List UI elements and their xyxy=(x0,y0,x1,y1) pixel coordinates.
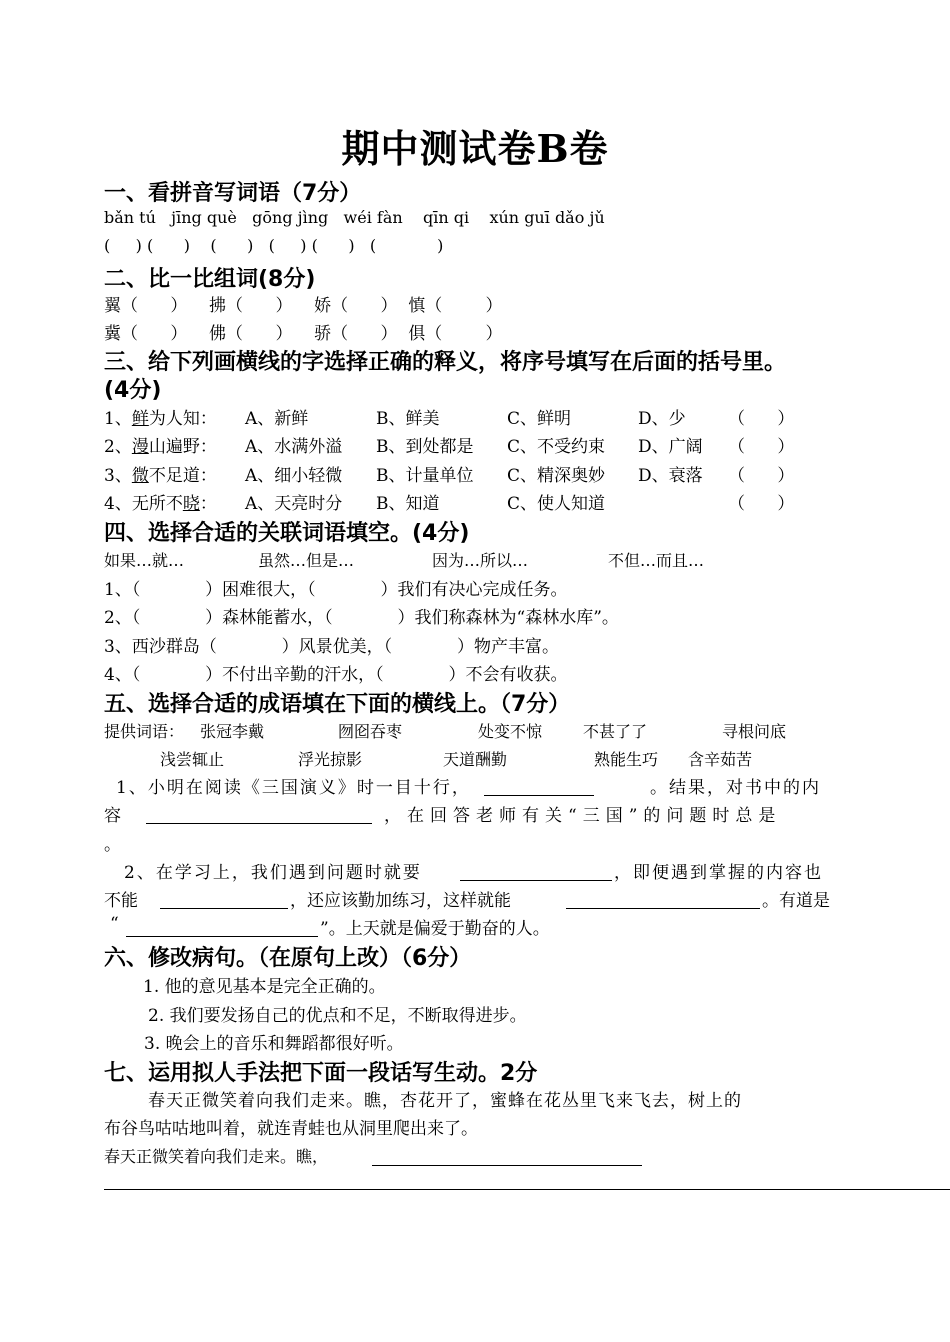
item-phrase: 为人知： xyxy=(148,409,217,429)
section-6-heading: 六、修改病句。（在原句上改）（6分） xyxy=(104,946,472,971)
idiom-q2-text: ，还应该勤加练习，这样就能 xyxy=(290,891,511,911)
section-3-heading: 三、给下列画横线的字选择正确的释义，将序号填写在后面的括号里。 xyxy=(104,350,787,375)
word-bank-label: 提供词语： xyxy=(104,722,185,741)
option-a: A、天亮时分 xyxy=(245,494,343,514)
idiom-q2-blank-4[interactable] xyxy=(126,920,318,937)
option-c: C、不受约束 xyxy=(507,437,606,457)
option-b: B、计量单位 xyxy=(376,466,474,486)
pinyin-row: bǎn tú jīng què gōng jìng wéi fàn qīn qi xún guī dǎo jǔ xyxy=(104,208,605,227)
passage-line-2: 布谷鸟咕咕地叫着，就连青蛙也从洞里爬出来了。 xyxy=(104,1119,478,1139)
idiom-option: 不甚了了 xyxy=(583,722,648,741)
conjunction-option: 如果…就… xyxy=(104,551,185,570)
idiom-q1-text: 1、小明在阅读《三国演义》时一目十行， xyxy=(116,778,471,798)
sentence-to-fix-2[interactable]: 2. 我们要发扬自己的优点和不足，不断取得进步。 xyxy=(148,1006,527,1026)
item-number: 1、 xyxy=(104,409,132,429)
idiom-q2-blank-1[interactable] xyxy=(460,864,612,881)
answer-bracket[interactable]: （ ） xyxy=(728,437,795,457)
option-d: D、少 xyxy=(638,409,686,429)
idiom-q2-blank-2[interactable] xyxy=(160,892,288,909)
idiom-option: 囫囵吞枣 xyxy=(338,722,403,741)
page-title: 期中测试卷B卷 xyxy=(341,126,609,171)
option-c: C、鲜明 xyxy=(507,409,572,429)
answer-prefix: 春天正微笑着向我们走来。瞧， xyxy=(104,1147,329,1166)
item-number: 4、无所不 xyxy=(104,494,183,514)
idiom-q2-text: ，即便遇到掌握的内容也 xyxy=(614,863,823,883)
idiom-q2-text: 不能 xyxy=(104,891,138,911)
idiom-q1-text: 容 xyxy=(104,806,121,826)
option-c: C、精深奥妙 xyxy=(507,466,606,486)
section-4-heading: 四、选择合适的关联词语填空。(4分) xyxy=(104,521,470,546)
idiom-q2-text: “ xyxy=(110,914,119,934)
underlined-char: 漫 xyxy=(131,437,149,457)
idiom-q2-text: 。有道是 xyxy=(762,891,830,911)
item-number: 3、 xyxy=(104,466,132,486)
word-compare-row-2[interactable]: 冀（ ） 佛（ ） 骄（ ） 俱（ ） xyxy=(104,324,503,344)
conjunction-option: 不但…而且… xyxy=(608,551,705,570)
conjunction-question-1[interactable]: 1、（ ）困难很大，（ ）我们有决心完成任务。 xyxy=(104,580,568,600)
idiom-q2-blank-3[interactable] xyxy=(566,892,760,909)
idiom-q1-text: 。结果，对书中的内 xyxy=(650,778,821,798)
option-b: B、鲜美 xyxy=(376,409,440,429)
idiom-option: 熟能生巧 xyxy=(594,750,659,769)
option-d: D、广阔 xyxy=(638,437,703,457)
answer-bracket[interactable]: （ ） xyxy=(728,494,795,514)
idiom-option: 天道酬勤 xyxy=(443,750,508,769)
item-phrase: 山遍野： xyxy=(148,437,217,457)
option-a: A、细小轻微 xyxy=(245,466,343,486)
answer-bracket[interactable]: （ ） xyxy=(728,466,795,486)
idiom-option: 张冠李戴 xyxy=(200,722,265,741)
underlined-char: 微 xyxy=(131,466,149,486)
option-b: B、到处都是 xyxy=(376,437,474,457)
idiom-option: 处变不惊 xyxy=(478,722,543,741)
sentence-to-fix-1[interactable]: 1. 他的意见基本是完全正确的。 xyxy=(143,977,386,997)
underlined-char: 鲜 xyxy=(131,409,149,429)
section-2-heading: 二、比一比组词(8分) xyxy=(104,267,316,292)
section-1-heading: 一、看拼音写词语（7分） xyxy=(104,181,362,206)
sentence-to-fix-3[interactable]: 3. 晚会上的音乐和舞蹈都很好听。 xyxy=(144,1034,404,1054)
conjunction-question-2[interactable]: 2、（ ）森林能蓄水，（ ）我们称森林为“森林水库”。 xyxy=(104,608,619,628)
conjunction-question-4[interactable]: 4、（ ）不付出辛勤的汗水，（ ）不会有收获。 xyxy=(104,665,568,685)
section-5-heading: 五、选择合适的成语填在下面的横线上。（7分） xyxy=(104,692,571,717)
passage-line-1: 春天正微笑着向我们走来。瞧，杏花开了，蜜蜂在花丛里飞来飞去，树上的 xyxy=(148,1091,742,1111)
idiom-option: 寻根问底 xyxy=(722,722,787,741)
conjunction-option: 因为…所以… xyxy=(432,551,529,570)
idiom-option: 浮光掠影 xyxy=(298,750,363,769)
conjunction-option: 虽然…但是… xyxy=(258,551,355,570)
item-number: 2、 xyxy=(104,437,132,457)
idiom-option: 浅尝辄止 xyxy=(160,750,225,769)
item-phrase: 不足道： xyxy=(148,466,217,486)
option-a: A、水满外溢 xyxy=(245,437,343,457)
conjunction-question-3[interactable]: 3、西沙群岛（ ）风景优美，（ ）物产丰富。 xyxy=(104,637,560,657)
idiom-q1-blank-1[interactable] xyxy=(484,779,594,796)
idiom-q2-text: 2、在学习上，我们遇到问题时就要 xyxy=(124,863,422,883)
option-a: A、新鲜 xyxy=(245,409,309,429)
option-b: B、知道 xyxy=(376,494,440,514)
underlined-char: 晓 xyxy=(182,494,200,514)
idiom-q1-blank-2[interactable] xyxy=(146,807,372,824)
option-c: C、使人知道 xyxy=(507,494,606,514)
idiom-q1-text: 。 xyxy=(104,835,121,855)
word-compare-row-1[interactable]: 翼（ ） 拂（ ） 娇（ ） 慎（ ） xyxy=(104,296,503,316)
answer-line[interactable] xyxy=(104,1189,950,1190)
idiom-option: 含辛茹苦 xyxy=(688,750,753,769)
section-7-heading: 七、运用拟人手法把下面一段话写生动。2分 xyxy=(104,1061,538,1086)
answer-bracket[interactable]: （ ） xyxy=(728,409,795,429)
section-3-score: (4分) xyxy=(104,378,162,403)
item-phrase: ： xyxy=(199,494,217,514)
option-d: D、衰落 xyxy=(638,466,703,486)
answer-brackets[interactable]: ( ) ( ) ( ) ( ) ( ) ( ) xyxy=(104,236,444,255)
answer-blank[interactable] xyxy=(372,1149,642,1166)
idiom-q2-text: ”。上天就是偏爱于勤奋的人。 xyxy=(320,919,550,939)
idiom-q1-text: ，在回答老师有关“三国”的问题时总是 xyxy=(384,806,782,826)
